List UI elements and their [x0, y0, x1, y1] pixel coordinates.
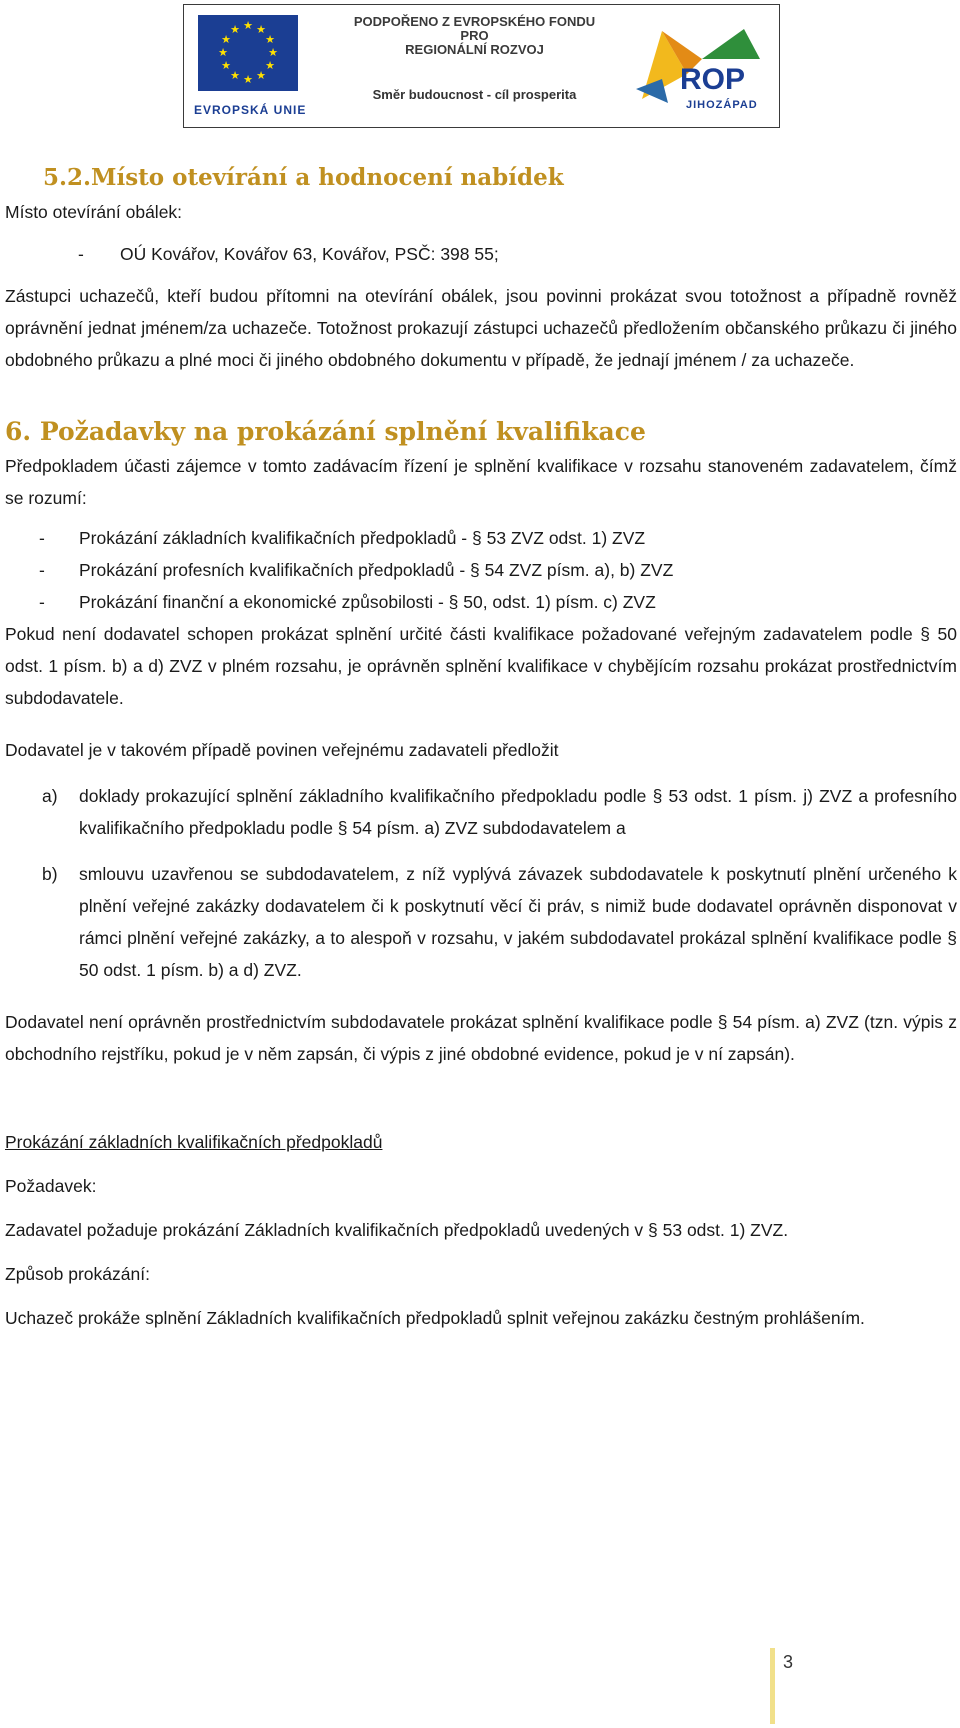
- list-marker: b): [42, 864, 58, 884]
- page-number-rule: [770, 1648, 775, 1724]
- list-dash: -: [39, 592, 45, 612]
- svg-text:★: ★: [243, 73, 253, 86]
- list-item-text: doklady prokazující splnění základního kvalifikačního předpokladu podle § 53 odst. 1 písm. j) ZVZ a profesního kvalifikačního předpokladu podle § 54 písm. a) ZVZ subdodavatelem a: [79, 786, 957, 838]
- qualification-list: [5, 522, 957, 618]
- fund-text: [342, 15, 607, 57]
- svg-text:★: ★: [256, 23, 266, 36]
- list-item: [5, 586, 957, 618]
- list-dash: -: [78, 244, 84, 264]
- method-label: Způsob prokázání:: [5, 1264, 150, 1284]
- svg-text:★: ★: [221, 33, 231, 46]
- list-item: [5, 858, 957, 986]
- svg-text:★: ★: [265, 59, 275, 72]
- fund-line-1: PODPOŘENO Z EVROPSKÉHO FONDU: [353, 14, 596, 29]
- address-text: OÚ Kovářov, Kovářov 63, Kovářov, PSČ: 398 55;: [120, 244, 499, 264]
- svg-text:★: ★: [243, 19, 253, 32]
- svg-text:★: ★: [230, 69, 240, 82]
- obligation-list: [5, 780, 957, 986]
- basic-qualification-heading: Prokázání základních kvalifikačních předpokladů: [5, 1132, 383, 1152]
- svg-text:★: ★: [230, 23, 240, 36]
- section-number: 6.: [5, 417, 32, 446]
- fund-line-2: PRO: [460, 28, 489, 43]
- list-item: [5, 554, 957, 586]
- list-item-text: smlouvu uzavřenou se subdodavatelem, z níž vyplývá závazek subdodavatele k poskytnutí plnění určeného k plnění veřejné zakázky dodavatelem či k poskytnutí věcí či práv, s nimiž bude dodavatel oprávněn disponovat v rámci plnění veřejné zakázky, a to alespoň v rozsahu, v jakém subdodavatel prokázal splnění kvalifikace podle § 50 odst. 1 písm. b) a d) ZVZ.: [79, 864, 957, 980]
- svg-text:★: ★: [265, 33, 275, 46]
- section-title: Místo otevírání a hodnocení nabídek: [91, 164, 564, 191]
- rop-logo-text: ROP: [680, 63, 746, 96]
- list-dash: -: [39, 560, 45, 580]
- subcontractor-paragraph: Pokud není dodavatel schopen prokázat splnění určité části kvalifikace požadované veřejným zadavatelem podle § 50 odst. 1 písm. b) a d) ZVZ v plném rozsahu, je oprávněn splnění kvalifikace v chybějícím rozsahu prokázat prostřednictvím subdodavatele.: [5, 624, 957, 708]
- obligation-paragraph: Dodavatel je v takovém případě povinen veřejnému zadavateli předložit: [5, 740, 559, 760]
- header-logo-banner: [183, 4, 780, 128]
- section-5-2-heading: [5, 160, 957, 196]
- method-text: Uchazeč prokáže splnění Základních kvalifikačních předpokladů splnit veřejnou zakázku čestným prohlášením.: [5, 1308, 865, 1328]
- requirement-label: Požadavek:: [5, 1176, 97, 1196]
- document-body: [5, 160, 957, 1334]
- motto: Směr budoucnost - cíl prosperita: [372, 87, 577, 102]
- opening-address: [5, 238, 957, 270]
- fund-line-3: REGIONÁLNÍ ROZVOJ: [405, 42, 544, 57]
- section-number: 5.2.: [43, 164, 92, 191]
- opening-place-label: Místo otevírání obálek:: [5, 202, 183, 222]
- svg-text:★: ★: [256, 69, 266, 82]
- restriction-paragraph: Dodavatel není oprávněn prostřednictvím subdodavatele prokázat splnění kvalifikace podle § 54 písm. a) ZVZ (tzn. výpis z obchodního rejstříku, pokud je v něm zapsán, či výpis z jiné obdobné evidence, pokud je v ní zapsán).: [5, 1012, 957, 1064]
- eu-flag-icon: [198, 15, 298, 91]
- rop-logo-subtext: JIHOZÁPAD: [686, 99, 758, 111]
- list-marker: a): [42, 786, 58, 806]
- identity-paragraph: Zástupci uchazečů, kteří budou přítomni na otevírání obálek, jsou povinni prokázat svou totožnost a případně rovněž oprávnění jednat jménem/za uchazeče. Totožnost prokazují zástupci uchazečů předložením občanského průkazu či jiného obdobného průkazu a plné moci či jiného obdobného dokumentu v případě, že jednají jménem / za uchazeče.: [5, 286, 957, 370]
- list-item: [5, 780, 957, 844]
- eu-caption: EVROPSKÁ UNIE: [194, 103, 307, 117]
- list-item-text: Prokázání základních kvalifikačních předpokladů - § 53 ZVZ odst. 1) ZVZ: [79, 528, 646, 548]
- list-item: [5, 522, 957, 554]
- list-dash: -: [39, 528, 45, 548]
- page-number: 3: [783, 1652, 794, 1672]
- section-6-heading: [5, 414, 957, 450]
- svg-text:★: ★: [268, 46, 278, 59]
- list-item-text: Prokázání finanční a ekonomické způsobilosti - § 50, odst. 1) písm. c) ZVZ: [79, 592, 656, 612]
- list-item-text: Prokázání profesních kvalifikačních předpokladů - § 54 ZVZ písm. a), b) ZVZ: [79, 560, 674, 580]
- qualification-intro: Předpokladem účasti zájemce v tomto zadávacím řízení je splnění kvalifikace v rozsahu stanoveném zadavatelem, čímž se rozumí:: [5, 456, 957, 508]
- svg-text:★: ★: [221, 59, 231, 72]
- svg-text:★: ★: [218, 46, 228, 59]
- section-title: Požadavky na prokázání splnění kvalifikace: [39, 417, 646, 446]
- requirement-text: Zadavatel požaduje prokázání Základních kvalifikačních předpokladů uvedených v § 53 odst. 1) ZVZ.: [5, 1220, 789, 1240]
